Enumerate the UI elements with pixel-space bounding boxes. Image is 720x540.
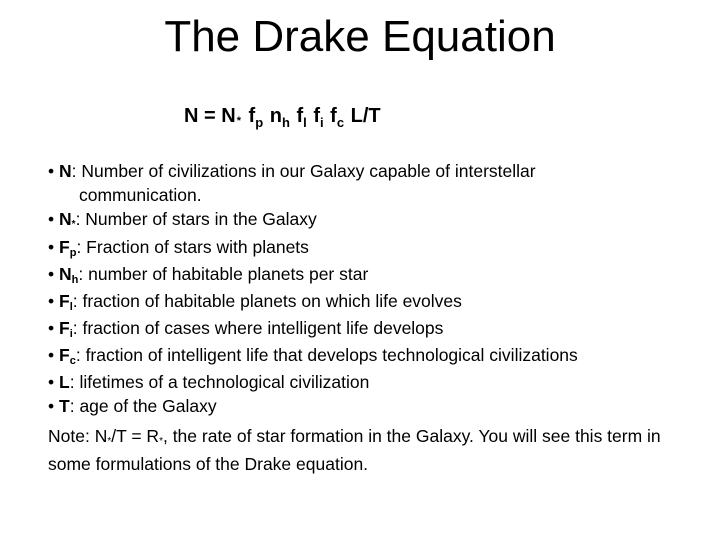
definition-term: Fp xyxy=(59,237,77,259)
definition-item-fc xyxy=(48,343,708,370)
definition-text: : Number of stars in the Galaxy xyxy=(75,209,317,229)
definition-term: Fc xyxy=(59,345,76,367)
definition-text: : fraction of intelligent life that develops technological civilizations xyxy=(75,345,578,365)
definition-text: : age of the Galaxy xyxy=(69,396,217,416)
equation-lhs-star: * xyxy=(236,115,241,127)
definition-text: : Number of civilizations in our Galaxy capable of interstellar xyxy=(71,161,536,181)
definition-item-t xyxy=(48,394,708,418)
definition-term: Nh xyxy=(59,264,79,286)
equation-factor-fl: $f_l$ xyxy=(296,105,307,130)
equation-factor-nh: $n_h$ xyxy=(269,105,290,130)
definition-text: : fraction of cases where intelligent life develops xyxy=(72,318,444,338)
bullet: • xyxy=(48,161,55,181)
drake-equation xyxy=(184,102,381,133)
definition-item-fp xyxy=(48,235,708,262)
bullet: • xyxy=(48,318,55,338)
definition-list xyxy=(48,159,708,418)
definition-item-fi xyxy=(48,316,708,343)
bullet: • xyxy=(48,209,55,229)
bullet: • xyxy=(48,345,55,365)
equation-tail: L/T xyxy=(350,105,381,127)
definition-term: L xyxy=(59,372,70,392)
definition-text: : number of habitable planets per star xyxy=(78,264,369,284)
equation-factor-fp: $f_p$ xyxy=(248,105,264,130)
definition-text: : Fraction of stars with planets xyxy=(76,237,309,257)
definition-item-nh xyxy=(48,262,708,289)
note-paragraph: Note: N*/T = R*, the rate of star formation in the Galaxy. You will see this term in some formulations of the Drake equation. xyxy=(48,426,661,474)
definition-item-nstar xyxy=(48,207,708,235)
definition-term: Fl xyxy=(59,291,73,313)
bullet: • xyxy=(48,291,55,311)
equation-factor-fc: $f_c$ xyxy=(330,105,345,130)
definition-text: : lifetimes of a technological civilization xyxy=(69,372,370,392)
bullet: • xyxy=(48,372,55,392)
slide-title: The Drake Equation xyxy=(164,12,556,61)
definition-term: N xyxy=(59,161,72,181)
bullet: • xyxy=(48,264,55,284)
definition-term: T xyxy=(59,396,70,416)
equation-factor-fi: $f_i$ xyxy=(313,105,324,130)
definition-term: Fi xyxy=(59,318,73,340)
definition-item-n xyxy=(48,159,708,207)
equation-lhs: N = N xyxy=(184,105,236,127)
bullet: • xyxy=(48,396,55,416)
definition-term: N* xyxy=(59,209,76,230)
definition-item-fl xyxy=(48,289,708,316)
definition-text: : fraction of habitable planets on which life evolves xyxy=(72,291,462,311)
bullet: • xyxy=(48,237,55,257)
definition-continuation: communication. xyxy=(79,185,202,205)
definition-item-l xyxy=(48,370,708,394)
